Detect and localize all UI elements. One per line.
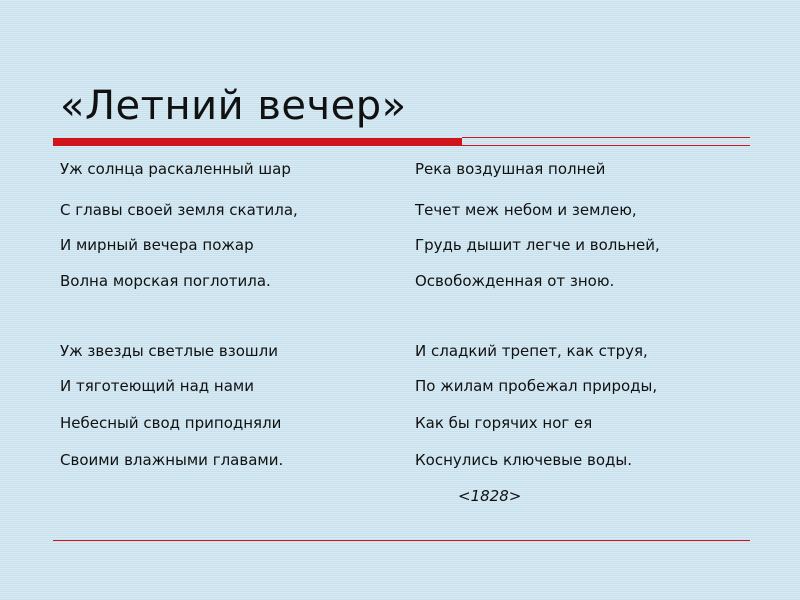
slide-title: «Летний вечер» [60, 83, 407, 129]
title-underline-thin-bottom [462, 145, 750, 146]
footer-divider [53, 540, 750, 541]
poem-line: Течет меж небом и землею, [415, 201, 637, 219]
poem-line: Грудь дышит легче и вольней, [415, 236, 660, 254]
poem-line: Освобожденная от зною. [415, 272, 615, 290]
title-underline-thick [53, 138, 462, 146]
poem-line: И мирный вечера пожар [60, 236, 254, 254]
poem-line: Волна морская поглотила. [60, 272, 271, 290]
poem-line: Своими влажными главами. [60, 451, 284, 469]
poem-line: И тяготеющий над нами [60, 377, 254, 395]
poem-line: По жилам пробежал природы, [415, 377, 658, 395]
poem-line: Коснулись ключевые воды. [415, 451, 632, 469]
poem-line: Река воздушная полней [415, 160, 606, 178]
poem-line: Небесный свод приподняли [60, 414, 282, 432]
poem-line: С главы своей земля скатила, [60, 201, 298, 219]
poem-line: Уж солнца раскаленный шар [60, 160, 291, 178]
poem-line: Как бы горячих ног ея [415, 414, 593, 432]
poem-line: И сладкий трепет, как струя, [415, 342, 648, 360]
title-underline-thin-top [462, 137, 750, 138]
poem-line: Уж звезды светлые взошли [60, 342, 278, 360]
poem-date: <1828> [458, 487, 522, 505]
